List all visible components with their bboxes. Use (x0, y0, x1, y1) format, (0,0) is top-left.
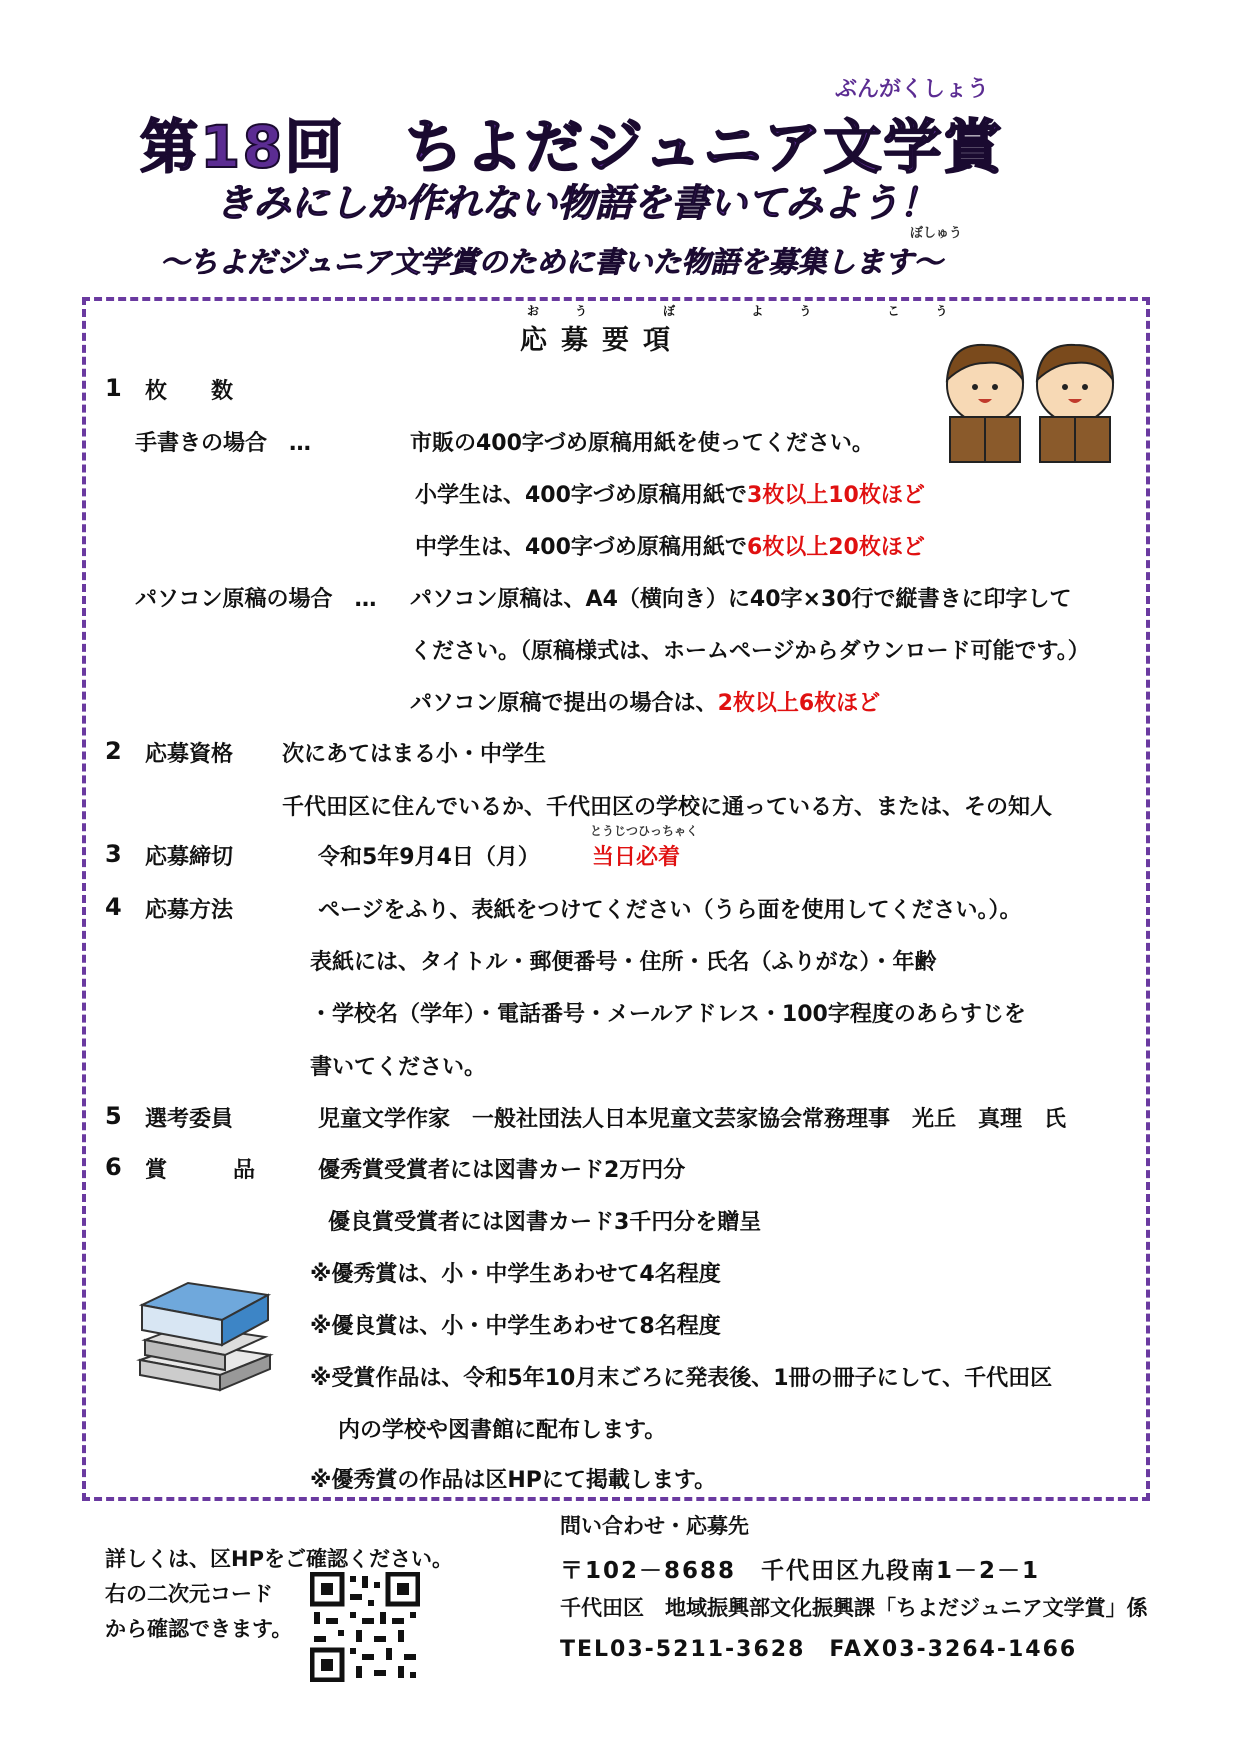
pc-text-1: パソコン原稿は、A4（横向き）に40字×30行で縦書きに印字して (410, 587, 1072, 612)
middle-school-text: 中学生は、400字づめ原稿用紙で6枚以上20枚ほど (415, 535, 925, 560)
prize-text-1: 優秀賞受賞者には図書カード2万円分 (318, 1158, 686, 1183)
footer-info-1: 詳しくは、区HPをご確認ください。 (105, 1547, 453, 1571)
boy-reading-icon (947, 345, 1023, 462)
books-illustration (130, 1265, 280, 1395)
eligibility-text-2: 千代田区に住んでいるか、千代田区の学校に通っている方、または、その知人 (282, 795, 1053, 820)
section-4-number: 4 (105, 893, 122, 921)
tagline: ～ちよだジュニア文学賞のために書いた物語を募集します～ (160, 245, 943, 279)
prize-note-5: ※優秀賞の作品は区HPにて掲載します。 (310, 1468, 717, 1493)
prize-text-2: 優良賞受賞者には図書カード3千円分を贈呈 (328, 1210, 762, 1235)
contact-phone-fax: TEL03-5211-3628 FAX03-3264-1466 (560, 1637, 1078, 1662)
elementary-page-count: 3枚以上10枚ほど (746, 483, 925, 508)
girl-reading-icon (1037, 345, 1113, 462)
pc-label: パソコン原稿の場合 … (135, 587, 377, 612)
contact-department: 千代田区 地域振興部文化振興課「ちよだジュニア文学賞」係 (560, 1596, 1148, 1620)
heading-ruby: おう ぼ よう こう (527, 304, 984, 318)
title-ruby: ぶんがくしょう (835, 77, 990, 102)
section-3-label: 応募締切 (145, 845, 234, 870)
page-title: 第18回 ちよだジュニア文学賞 (140, 113, 1004, 181)
tagline-ruby: ぼしゅう (910, 226, 963, 241)
pc-page-count: 2枚以上6枚ほど (717, 691, 881, 716)
deadline-ruby: とうじつひっちゃく (590, 824, 699, 838)
pc-text-3: パソコン原稿で提出の場合は、2枚以上6枚ほど (410, 691, 881, 716)
contact-title: 問い合わせ・応募先 (560, 1514, 749, 1538)
elementary-text: 小学生は、400字づめ原稿用紙で3枚以上10枚ほど (415, 483, 925, 508)
method-text-2: 表紙には、タイトル・郵便番号・住所・氏名（ふりがな）・年齢 (310, 950, 937, 975)
footer-info-2: 右の二次元コード (105, 1582, 273, 1606)
section-1-label: 枚 数 (145, 379, 234, 404)
section-6-number: 6 (105, 1153, 122, 1181)
pc-text-2: ください。（原稿様式は、ホームページからダウンロード可能です。） (410, 639, 1090, 664)
handwritten-text: 市販の400字づめ原稿用紙を使ってください。 (410, 431, 874, 456)
footer-info-3: から確認できます。 (105, 1617, 293, 1641)
handwritten-label: 手書きの場合 … (135, 431, 312, 456)
deadline-note: 当日必着 (592, 845, 681, 870)
section-5-number: 5 (105, 1102, 122, 1130)
qr-code[interactable] (310, 1572, 420, 1682)
method-text-3: ・学校名（学年）・電話番号・メールアドレス・100字程度のあらすじを (310, 1002, 1026, 1027)
prize-note-3: ※受賞作品は、令和5年10月末ごろに発表後、1冊の冊子にして、千代田区 (310, 1366, 1053, 1391)
prize-note-2: ※優良賞は、小・中学生あわせて8名程度 (310, 1314, 721, 1339)
section-1-number: 1 (105, 374, 122, 402)
kids-reading-illustration (930, 335, 1130, 465)
books-icon (140, 1283, 270, 1390)
middle-school-page-count: 6枚以上20枚ほど (746, 535, 925, 560)
prize-note-1: ※優秀賞は、小・中学生あわせて4名程度 (310, 1262, 721, 1287)
eligibility-text-1: 次にあてはまる小・中学生 (282, 742, 547, 767)
subtitle: きみにしか作れない物語を書いてみよう！ (215, 181, 938, 225)
method-text-4: 書いてください。 (310, 1055, 487, 1080)
contact-address: 〒102－8688 千代田区九段南1－2－1 (560, 1558, 1041, 1584)
guidelines-heading: 応募要項 (520, 325, 684, 356)
section-2-label: 応募資格 (145, 742, 234, 767)
method-text-1: ページをふり、表紙をつけてください（うら面を使用してください。）。 (318, 898, 1022, 923)
section-6-label: 賞 品 (145, 1158, 256, 1183)
section-5-label: 選考委員 (145, 1107, 234, 1132)
prize-note-4: 内の学校や図書館に配布します。 (338, 1418, 667, 1443)
section-2-number: 2 (105, 737, 122, 765)
section-3-number: 3 (105, 840, 122, 868)
judge-text: 児童文学作家 一般社団法人日本児童文芸家協会常務理事 光丘 真理 氏 (318, 1107, 1067, 1132)
section-4-label: 応募方法 (145, 898, 234, 923)
deadline-date: 令和5年9月4日（月） (318, 845, 540, 870)
